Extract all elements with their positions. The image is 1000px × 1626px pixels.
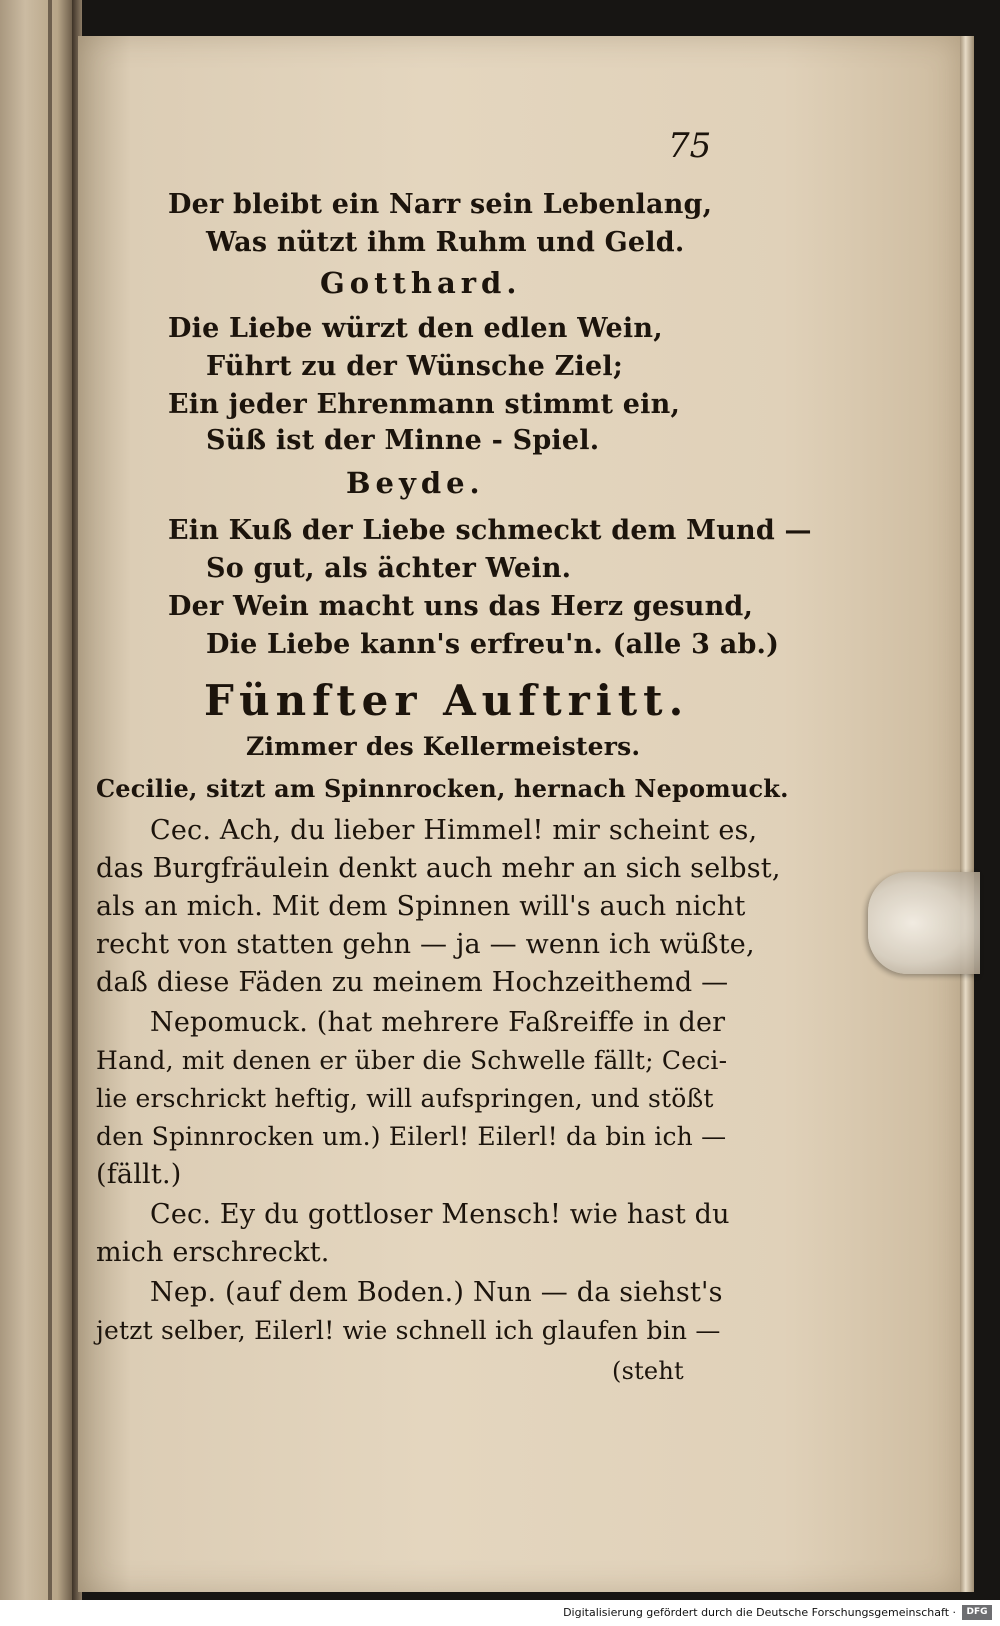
verse-line: Süß ist der Minne - Spiel. (206, 425, 600, 456)
dfg-logo: DFG (962, 1605, 992, 1620)
footer-credit: Digitalisierung gefördert durch die Deutsche Forschungsgemeinschaft · (563, 1606, 956, 1619)
verse-line: Die Liebe kann's erfreu'n. (alle 3 ab.) (206, 629, 780, 660)
dialogue-line: jetzt selber, Eilerl! wie schnell ich glaufen bin — (96, 1316, 721, 1345)
verse-line: Die Liebe würzt den edlen Wein, (168, 313, 663, 344)
verse-line: Der Wein macht uns das Herz gesund, (168, 591, 754, 622)
verse-line: Führt zu der Wünsche Ziel; (206, 351, 624, 382)
stage-direction-line: lie erschrickt heftig, will aufspringen, und stößt (96, 1084, 714, 1113)
verse-line: Was nützt ihm Ruhm und Geld. (206, 227, 685, 258)
catchword: (steht (612, 1357, 684, 1385)
verse-line: Der bleibt ein Narr sein Lebenlang, (168, 189, 713, 220)
stage-direction-line: Hand, mit denen er über die Schwelle fällt; Ceci- (96, 1046, 728, 1075)
stage-direction-line: (fällt.) (96, 1159, 182, 1190)
dialogue-line: Cec. Ach, du lieber Himmel! mir scheint es, (150, 815, 758, 846)
verse-line: So gut, als ächter Wein. (206, 553, 572, 584)
scene-setting: Zimmer des Kellermeisters. (246, 732, 641, 761)
verse-line: Ein jeder Ehrenmann stimmt ein, (168, 389, 681, 420)
dialogue-line: Nepomuck. (hat mehrere Faßreiffe in der (150, 1007, 726, 1038)
digitization-footer (0, 1600, 1000, 1626)
stage-direction: Cecilie, sitzt am Spinnrocken, hernach Nepomuck. (96, 774, 789, 803)
dialogue-line: als an mich. Mit dem Spinnen will's auch nicht (96, 891, 746, 922)
speaker-name: Gotthard. (320, 266, 522, 300)
dialogue-line: daß diese Fäden zu meinem Hochzeithemd — (96, 967, 729, 998)
scene-heading: Fünfter Auftritt. (204, 676, 690, 725)
speaker-name: Beyde. (346, 466, 485, 500)
dialogue-line: das Burgfräulein denkt auch mehr an sich selbst, (96, 853, 781, 884)
dialogue-line: Cec. Ey du gottloser Mensch! wie hast du (150, 1199, 730, 1230)
verse-line: Ein Kuß der Liebe schmeckt dem Mund — (168, 515, 812, 546)
dialogue-line: recht von statten gehn — ja — wenn ich wüßte, (96, 929, 755, 960)
dialogue-line: Nep. (auf dem Boden.) Nun — da siehst's (150, 1277, 723, 1308)
page-number: 75 (668, 126, 712, 166)
dialogue-line: mich erschreckt. (96, 1237, 330, 1268)
stage-direction-line: den Spinnrocken um.) Eilerl! Eilerl! da bin ich — (96, 1122, 727, 1151)
